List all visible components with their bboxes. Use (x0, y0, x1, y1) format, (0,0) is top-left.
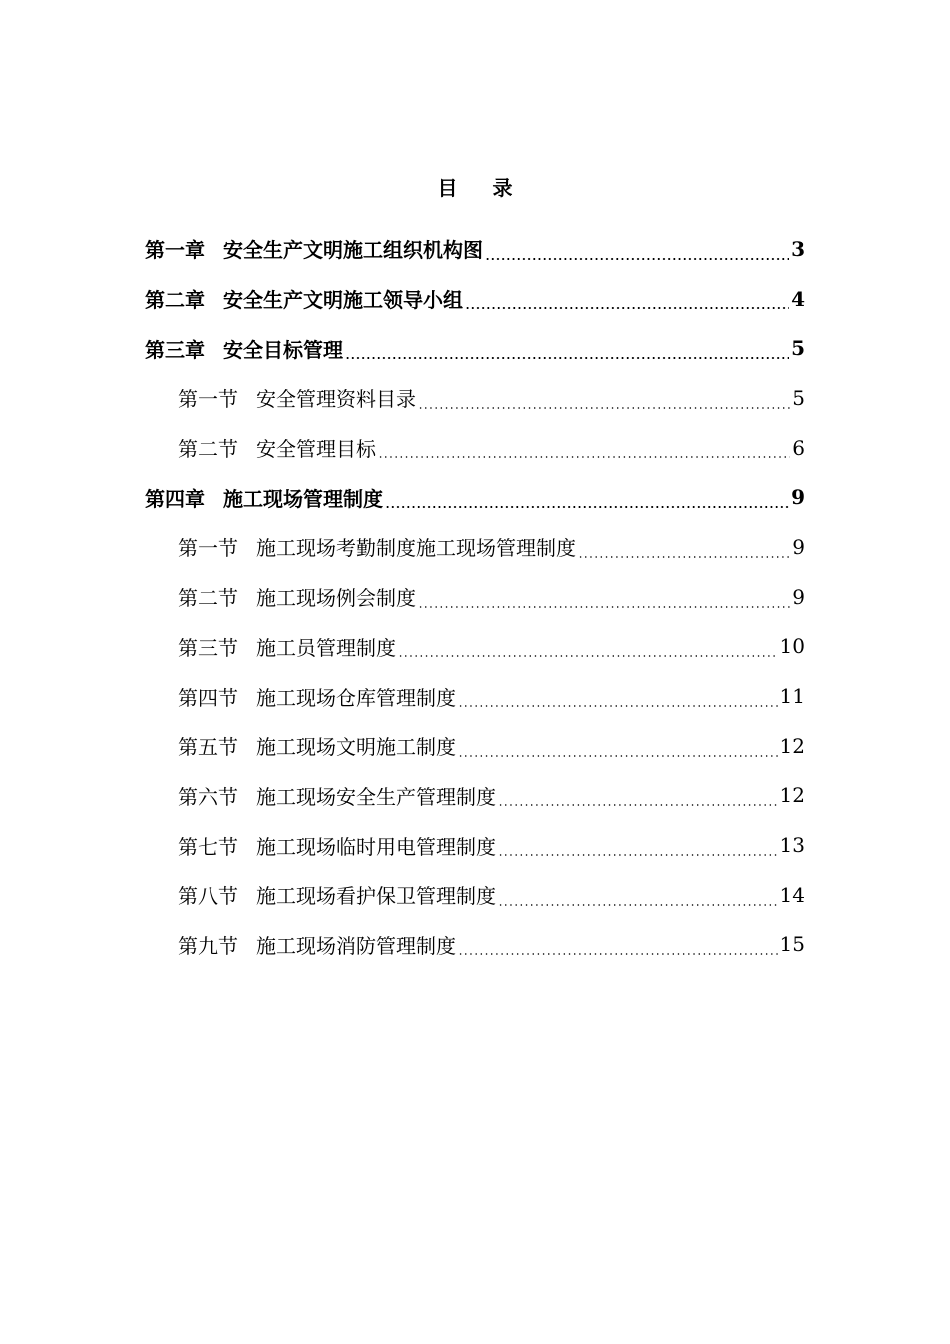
toc-entry-page: 4 (791, 286, 805, 311)
toc-entry-title: 施工现场消防管理制度 (256, 933, 456, 958)
toc-entry-title: 施工现场仓库管理制度 (256, 685, 456, 710)
toc-entry[interactable] (145, 920, 805, 970)
toc-dot-leader (458, 703, 778, 721)
toc-title: 目 录 (437, 176, 527, 200)
toc-entry-number: 第四节 (178, 685, 238, 710)
toc-entry[interactable] (145, 820, 805, 870)
toc-entry-title: 安全目标管理 (223, 337, 343, 362)
toc-entry-title: 安全生产文明施工组织机构图 (223, 238, 483, 263)
toc-dot-leader (418, 405, 790, 423)
toc-entry-title: 施工现场文明施工制度 (256, 735, 456, 760)
toc-dot-leader (485, 256, 789, 274)
toc-dot-leader (378, 454, 790, 472)
toc-entry[interactable] (145, 373, 805, 423)
toc-entry-title: 施工现场管理制度 (223, 486, 383, 511)
toc-entry-number: 第二节 (178, 586, 238, 611)
toc-dot-leader (498, 802, 778, 820)
toc-dot-leader (498, 852, 778, 870)
toc-entry[interactable] (145, 870, 805, 920)
toc-dot-leader (345, 355, 789, 373)
toc-entry-page: 10 (779, 634, 805, 659)
toc-entry-number: 第二章 (145, 288, 205, 313)
toc-entry-number: 第一节 (178, 387, 238, 412)
toc-entry-page: 15 (779, 932, 805, 957)
toc-entry-title: 施工现场安全生产管理制度 (256, 784, 496, 809)
toc-entry-page: 13 (779, 833, 805, 858)
toc-entry[interactable] (145, 323, 805, 373)
toc-entry-title: 施工现场例会制度 (256, 586, 416, 611)
toc-entry-number: 第七节 (178, 834, 238, 859)
toc-entry-number: 第九节 (178, 933, 238, 958)
toc-entry-page: 6 (792, 435, 805, 460)
toc-entry-number: 第八节 (178, 884, 238, 909)
toc-entry[interactable] (145, 274, 805, 324)
toc-entry-page: 14 (779, 882, 805, 907)
toc-entry-title: 安全生产文明施工领导小组 (223, 288, 463, 313)
toc-entry-page: 9 (791, 485, 805, 510)
toc-entry-title: 安全管理资料目录 (256, 387, 416, 412)
toc-entry-page: 5 (792, 385, 805, 410)
toc-entry-number: 第五节 (178, 735, 238, 760)
toc-entry[interactable] (145, 771, 805, 821)
toc-dot-leader (418, 604, 790, 622)
toc-entry-page: 11 (779, 684, 805, 709)
toc-entry-page: 3 (791, 236, 805, 261)
toc-dot-leader (398, 653, 778, 671)
toc-entry[interactable] (145, 472, 805, 522)
toc-entry[interactable] (145, 671, 805, 721)
toc-dot-leader (578, 554, 790, 572)
toc-entry-number: 第六节 (178, 784, 238, 809)
toc-list (145, 224, 805, 969)
toc-entry[interactable] (145, 423, 805, 473)
toc-dot-leader (465, 305, 789, 323)
toc-entry-title: 施工现场考勤制度施工现场管理制度 (256, 536, 576, 561)
toc-entry[interactable] (145, 522, 805, 572)
toc-entry-page: 12 (779, 783, 805, 808)
toc-dot-leader (458, 951, 778, 969)
toc-entry-title: 施工员管理制度 (256, 635, 396, 660)
toc-entry-page: 9 (792, 534, 805, 559)
toc-entry-number: 第三章 (145, 337, 205, 362)
toc-dot-leader (385, 504, 789, 522)
toc-entry[interactable] (145, 622, 805, 672)
toc-entry-number: 第一章 (145, 238, 205, 263)
toc-entry-page: 5 (791, 336, 805, 361)
toc-entry-number: 第二节 (178, 437, 238, 462)
toc-entry-title: 安全管理目标 (256, 437, 376, 462)
toc-dot-leader (498, 902, 778, 920)
toc-entry[interactable] (145, 572, 805, 622)
toc-dot-leader (458, 753, 778, 771)
toc-entry-number: 第四章 (145, 486, 205, 511)
toc-entry-page: 9 (792, 584, 805, 609)
toc-entry-number: 第三节 (178, 635, 238, 660)
toc-entry-title: 施工现场临时用电管理制度 (256, 834, 496, 859)
toc-entry[interactable] (145, 224, 805, 274)
toc-entry-title: 施工现场看护保卫管理制度 (256, 884, 496, 909)
toc-entry-number: 第一节 (178, 536, 238, 561)
toc-entry-page: 12 (779, 733, 805, 758)
toc-entry[interactable] (145, 721, 805, 771)
